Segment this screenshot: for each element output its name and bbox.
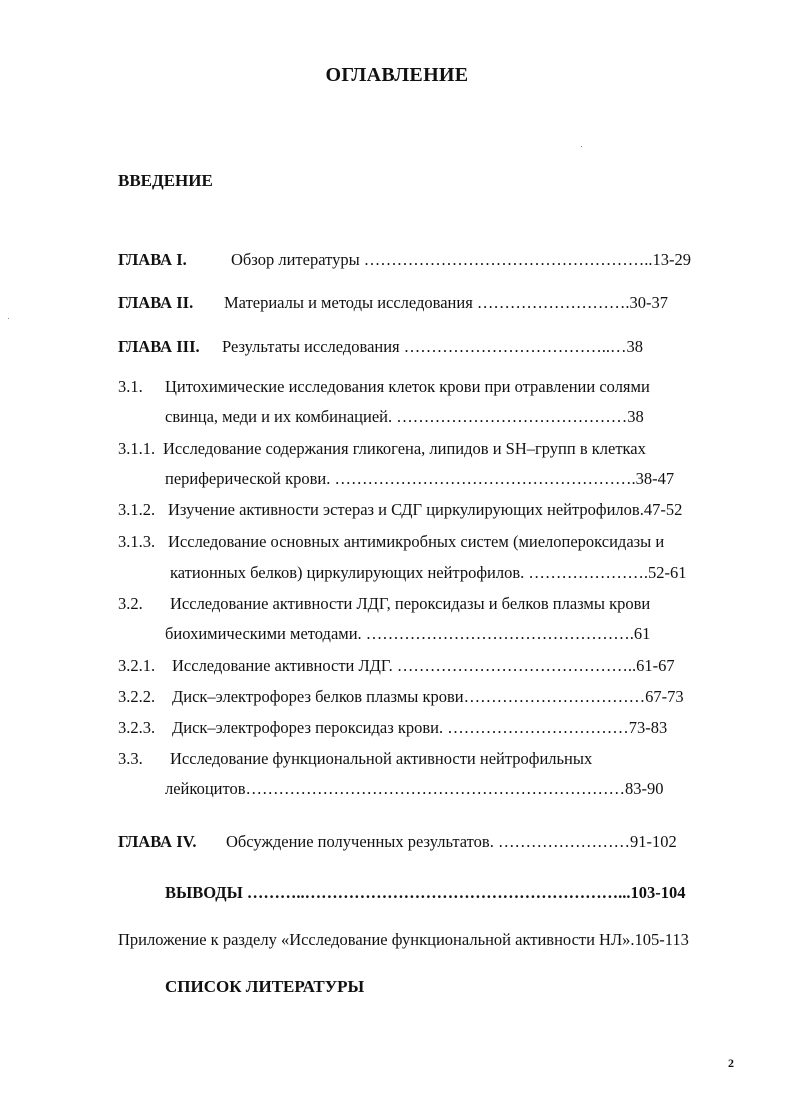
section-3-2-2-number: 3.2.2. [118,687,156,706]
section-3-1-3-line-2: катионных белков) циркулирующих нейтрофилов. ………………….52-61 [170,563,687,582]
section-3-2-2-line-1: Диск–электрофорез белков плазмы крови……………………………67-73 [172,687,684,706]
references-heading: СПИСОК ЛИТЕРАТУРЫ [165,977,365,996]
section-3-1-3-number: 3.1.3. [118,532,156,551]
section-3-2-3-line-1: Диск–электрофорез пероксидаз крови. ……………………………73-83 [172,718,668,737]
scan-speck [8,318,9,319]
section-3-2-3-number: 3.2.3. [118,718,156,737]
section-3-1-line-2: свинца, меди и их комбинацией. ……………………………………38 [165,407,644,426]
page-title: ОГЛАВЛЕНИЕ [325,64,469,86]
section-3-1-1-line-2: периферической крови. ……………………………………………….38-47 [165,469,675,488]
section-3-1-number: 3.1. [118,377,143,396]
section-3-2-number: 3.2. [118,594,143,613]
section-3-2-1-line-1: Исследование активности ЛДГ. ……………………………………..61-67 [172,656,675,675]
appendix-entry: Приложение к разделу «Исследование функциональной активности НЛ».105-113 [118,930,689,949]
scan-speck [581,146,582,147]
conclusions-entry: ВЫВОДЫ ………..…………………………………………………...103-104 [165,883,686,902]
section-3-1-1-line-1: Исследование содержания гликогена, липидов и SH–групп в клетках [163,439,646,458]
section-3-1-2-number: 3.1.2. [118,500,156,519]
section-3-2-line-1: Исследование активности ЛДГ, пероксидазы и белков плазмы крови [170,594,651,613]
section-3-3-number: 3.3. [118,749,143,768]
chapter-3-label: ГЛАВА III. [118,337,200,356]
section-3-1-1-number: 3.1.1. [118,439,156,458]
chapter-2-entry: Материалы и методы исследования ……………………….30-37 [224,293,669,312]
chapter-4-label: ГЛАВА IV. [118,832,197,851]
page-number: 2 [728,1056,734,1070]
section-3-2-1-number: 3.2.1. [118,656,156,675]
section-3-1-line-1: Цитохимические исследования клеток крови при отравлении солями [165,377,650,396]
chapter-4-entry: Обсуждение полученных результатов. ……………………91-102 [226,832,677,851]
chapter-1-entry: Обзор литературы ……………………………………………..13-29 [231,250,692,269]
chapter-1-label: ГЛАВА I. [118,250,187,269]
section-3-1-3-line-1: Исследование основных антимикробных систем (миелопероксидазы и [168,532,665,551]
chapter-3-entry: Результаты исследования ………………………………..…38 [222,337,644,356]
section-3-3-line-1: Исследование функциональной активности нейтрофильных [170,749,593,768]
section-3-1-2-line-1: Изучение активности эстераз и СДГ циркулирующих нейтрофилов.47-52 [168,500,683,519]
section-3-2-line-2: биохимическими методами. ………………………………………….61 [165,624,651,643]
intro-heading: ВВЕДЕНИЕ [118,171,213,190]
section-3-3-line-2: лейкоцитов……………………………………………………………83-90 [165,779,664,798]
chapter-2-label: ГЛАВА II. [118,293,194,312]
